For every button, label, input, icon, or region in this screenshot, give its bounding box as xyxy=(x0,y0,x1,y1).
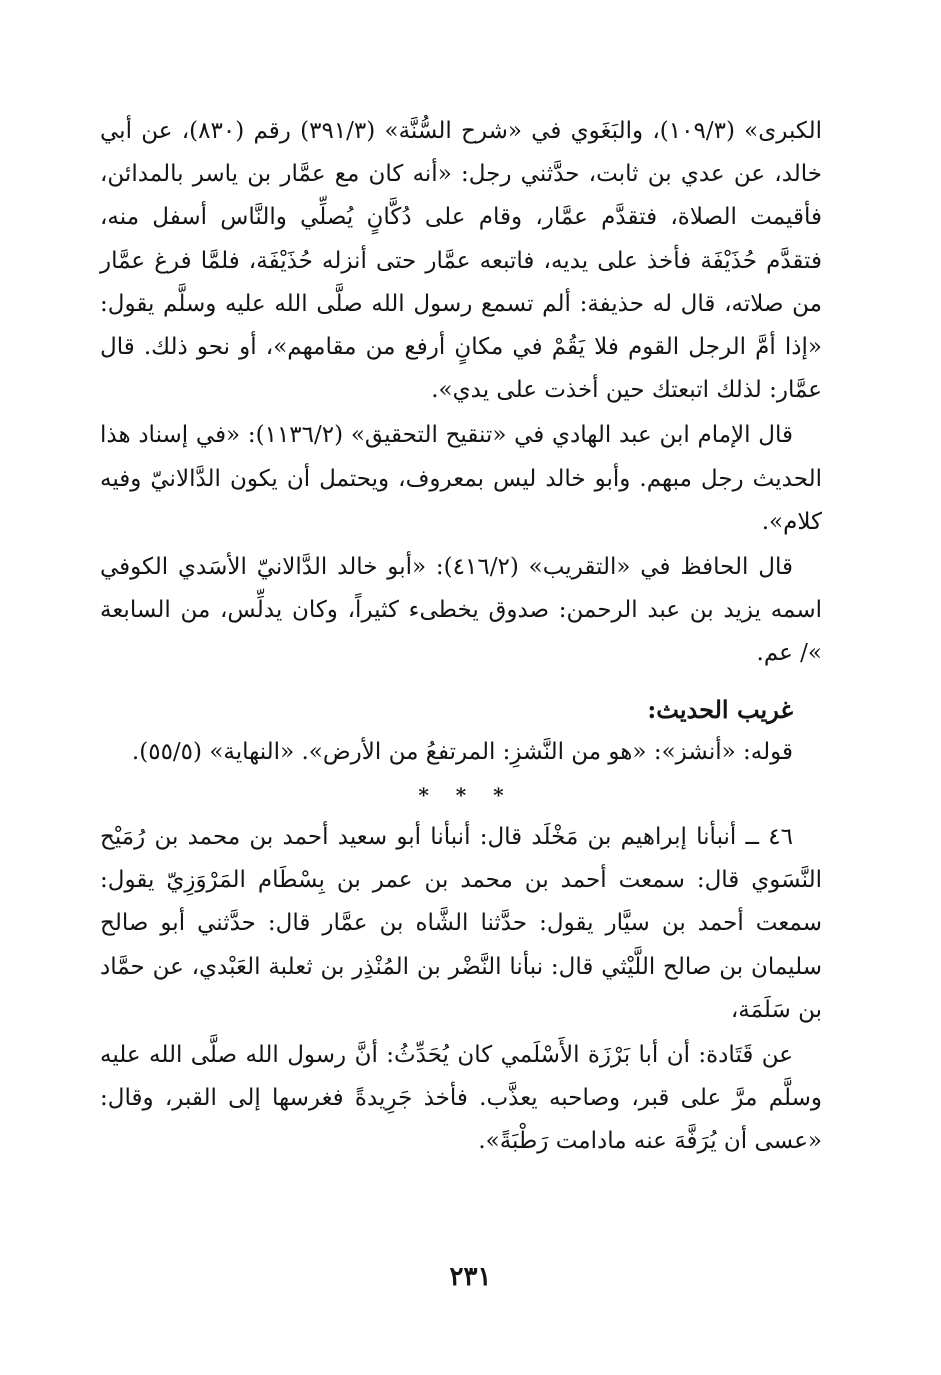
page-body xyxy=(100,110,822,1164)
paragraph-continued-citation: الكبرى» (١٠٩/٣)، والبَغَوي في «شرح السُّنَّة» (٣٩١/٣) رقم (٨٣٠)، عن أبي خالد، عن عدي بن ثابت، حدَّثني رجل: «أنه كان مع عمَّار بن ياسر بالمدائن، فأقيمت الصلاة، فتقدَّم عمَّار، وقام على دُكَّانٍ يُصلِّي والنَّاس أسفل منه، فتقدَّم حُذَيْفَة فأخذ على يديه، فاتبعه عمَّار حتى أنزله حُذَيْفَة، فلمَّا فرغ عمَّار من صلاته، قال له حذيفة: ألم تسمع رسول الله صلَّى الله عليه وسلَّم يقول: «إذا أمَّ الرجل القوم فلا يَقُمْ في مكانٍ أرفع من مقامهم»، أو نحو ذلك. قال عمَّار: لذلك اتبعتك حين أخذت على يدي». xyxy=(100,118,822,404)
section-separator: * * * xyxy=(418,783,514,808)
page-number: ٢٣١ xyxy=(449,1262,492,1292)
paragraph-taqrib-quote: قال الحافظ في «التقريب» (٤١٦/٢): «أبو خالد الدَّالانيّ الأسَدي الكوفي اسمه يزيد بن عبد الرحمن: صدوق يخطىء كثيراً، وكان يدلِّس، من السابعة »/ عم. xyxy=(100,554,822,667)
paragraph-ibn-abd-al-hadi-quote: قال الإمام ابن عبد الهادي في «تنقيح التحقيق» (١١٣٦/٢): «في إسناد هذا الحديث رجل مبهم. وأبو خالد ليس بمعروف، ويحتمل أن يكون الدَّالانيّ وفيه كلام». xyxy=(100,422,822,535)
paragraph-hadith-46-isnad: ٤٦ ــ أنبأنا إبراهيم بن مَخْلَد قال: أنبأنا أبو سعيد أحمد بن محمد بن رُمَيْح النَّسَوي قال: سمعت أحمد بن محمد بن عمر بن بِسْطَام المَرْوَزِيّ يقول: سمعت أحمد بن سيَّار يقول: حدَّثنا الشَّاه بن عمَّار قال: حدَّثني أبو صالح سليمان بن صالح اللَّيْثي قال: نبأنا النَّضْر بن المُنْذِر بن ثعلبة العَبْدي، عن حمَّاد بن سَلَمَة، xyxy=(100,824,822,1023)
paragraph-hadith-46-matn: عن قَتَادة: أن أبا بَرْزَة الأَسْلَمي كان يُحَدِّثُ: أنَّ رسول الله صلَّى الله عليه وسلَّم مرَّ على قبر، وصاحبه يعذَّب. فأخذ جَرِيدةً فغرسها إلى القبر، وقال: «عسى أن يُرَفَّهَ عنه مادامت رَطْبَةً». xyxy=(100,1042,822,1155)
paragraph-vocabulary-note: قوله: «أنشز»: «هو من النَّشزِ: المرتفعُ من الأرض». «النهاية» (٥٥/٥). xyxy=(131,738,793,765)
section-heading-gharib: غريب الحديث: xyxy=(647,694,793,724)
